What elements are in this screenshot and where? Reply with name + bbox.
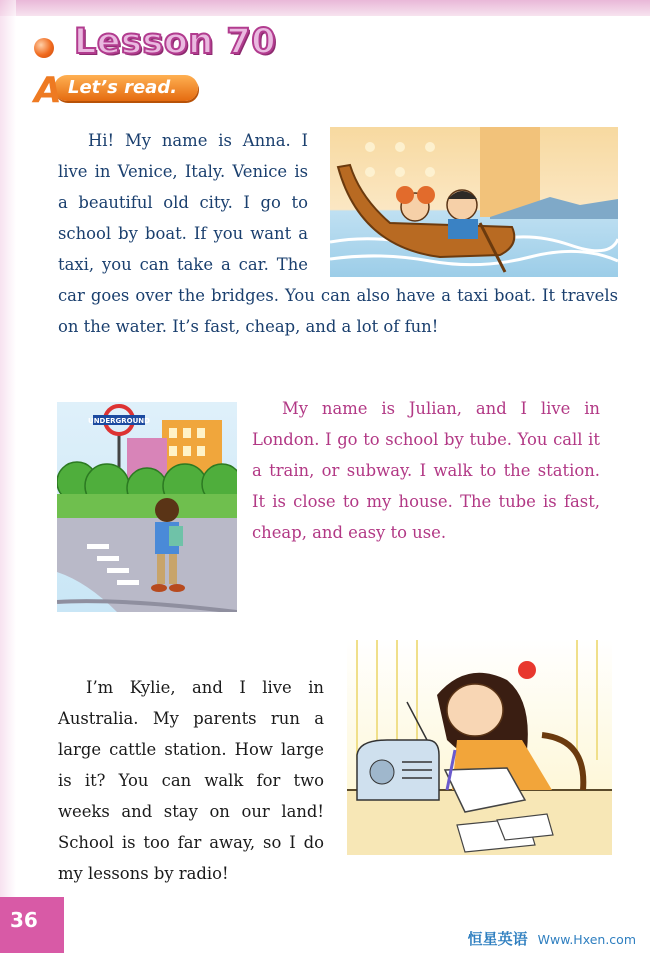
underground-sign-text: UNDERGROUND [88,417,150,425]
radio-lesson-illustration [347,640,612,855]
hair-bow [518,661,536,679]
london-street-illustration [57,402,237,612]
left-gradient-edge [0,0,16,953]
footer-brand [468,928,636,949]
section-label: Let’s read. [68,77,178,98]
footer-brand-url: Www.Hxen.com [537,932,636,947]
section-letter: A [34,70,62,111]
boy-hair [155,498,179,522]
passage-julian: My name is Julian, and I live in London. I go to school by tube. You call it a train, or subway. I walk to the station. It is close to my house. The tube is fast, cheap, and easy to use. [252,399,600,542]
passage-kylie: I’m Kylie, and I live in Australia. My parents run a large cattle station. How large is it? You can walk for two weeks and stay on our land! School is too far away, so I do my lessons by radio! [58,678,324,883]
lesson-title: Lesson 70 [74,22,277,62]
girl-face [447,684,503,736]
footer-brand-cn: 恒星英语 [467,930,528,948]
road [57,518,237,612]
bullet-dot-icon [34,38,54,58]
backpack [169,526,183,546]
page-number: 36 [10,908,38,932]
passage-anna: Hi! My name is Anna. I live in Venice, Italy. Venice is a beautiful old city. I go to school by boat. If you want a taxi, you can take a car. The car goes over the bridges. You can also have a taxi boat. It travels on the water. It’s fast, cheap, and a lot of fun! [58,131,618,336]
top-decor-bar [0,0,650,16]
